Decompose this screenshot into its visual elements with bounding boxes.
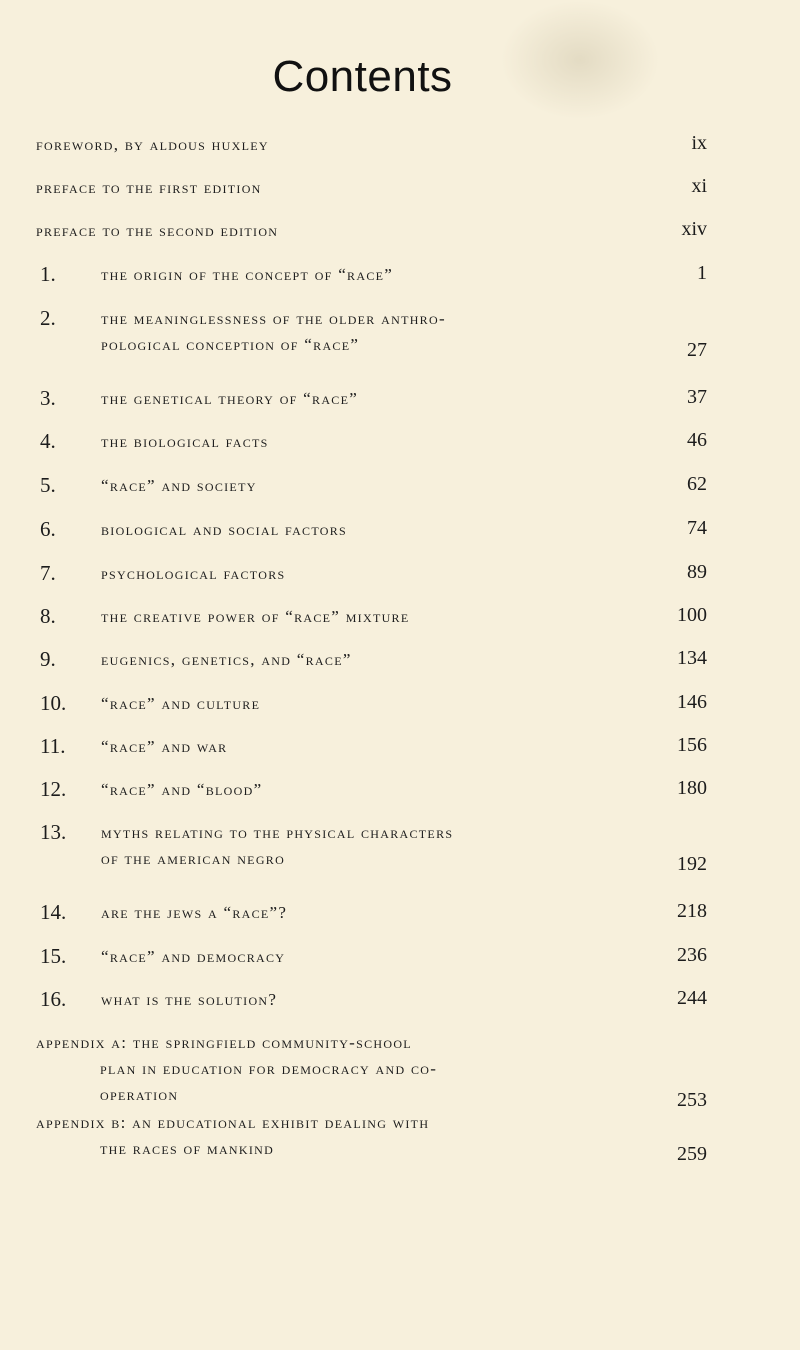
entry-title-line: preface to the second edition (36, 221, 279, 240)
page-number: 62 (687, 473, 707, 495)
chapter-number: 1. (40, 262, 56, 286)
entry-title-line: myths relating to the physical characters (101, 823, 454, 842)
chapter-number: 7. (40, 561, 56, 585)
chapter-number: 11. (40, 734, 66, 758)
chapter-number: 4. (40, 429, 56, 453)
entry-title-line: psychological factors (101, 564, 286, 583)
chapter-number: 5. (40, 473, 56, 497)
entry-title-line: the creative power of “race” mixture (101, 607, 410, 626)
entry-title-line: “race” and democracy (101, 947, 286, 966)
page-number: 146 (677, 691, 707, 713)
chapter-number: 8. (40, 604, 56, 628)
entry-title-line: operation (100, 1085, 179, 1104)
entry-title-line: the meaninglessness of the older anthro- (101, 309, 446, 328)
chapter-number: 6. (40, 517, 56, 541)
entry-title-line: “race” and society (101, 476, 257, 495)
page-number: 156 (677, 734, 707, 756)
entry-title-line: biological and social factors (101, 520, 348, 539)
page-number: 27 (687, 339, 707, 361)
page-number: 134 (677, 647, 707, 669)
page-title: Contents (272, 52, 453, 101)
entry-title-line: “race” and war (101, 737, 228, 756)
page-number: 46 (687, 429, 707, 451)
page-number: 244 (677, 987, 707, 1009)
entry-title-line: are the jews a “race”? (101, 903, 288, 922)
entry-title-line: plan in education for democracy and co- (100, 1059, 438, 1078)
page-number: xi (691, 175, 707, 197)
page-number: 192 (677, 853, 707, 875)
page-number: xiv (681, 218, 707, 240)
entry-title-line: “race” and “blood” (101, 780, 263, 799)
entry-title-line: the biological facts (101, 432, 269, 451)
page-number: 259 (677, 1143, 707, 1165)
page-number: ix (691, 132, 707, 154)
chapter-number: 3. (40, 386, 56, 410)
entry-title-line: the origin of the concept of “race” (101, 265, 394, 284)
page-number: 236 (677, 944, 707, 966)
page-number: 253 (677, 1089, 707, 1111)
chapter-number: 13. (40, 820, 67, 844)
page-number: 74 (687, 517, 707, 539)
entry-title-line: eugenics, genetics, and “race” (101, 650, 352, 669)
entry-title-line: the genetical theory of “race” (101, 389, 359, 408)
chapter-number: 14. (40, 900, 67, 924)
chapter-number: 12. (40, 777, 67, 801)
entry-title-line: “race” and culture (101, 694, 261, 713)
page-number: 180 (677, 777, 707, 799)
page-number: 218 (677, 900, 707, 922)
entry-title-line: what is the solution? (101, 990, 278, 1009)
page-number: 37 (687, 386, 707, 408)
chapter-number: 16. (40, 987, 67, 1011)
chapter-number: 10. (40, 691, 67, 715)
entry-title-line: appendix b: an educational exhibit dealing with (36, 1113, 430, 1132)
page-number: 89 (687, 561, 707, 583)
page-number: 100 (677, 604, 707, 626)
chapter-number: 15. (40, 944, 67, 968)
entry-title-line: preface to the first edition (36, 178, 262, 197)
entry-title-line: the races of mankind (100, 1139, 275, 1158)
entry-title-line: pological conception of “race” (101, 335, 360, 354)
chapter-number: 2. (40, 306, 56, 330)
entry-title-line: foreword, by aldous huxley (36, 135, 269, 154)
entry-title-line: of the american negro (101, 849, 286, 868)
page-number: 1 (697, 262, 707, 284)
entry-title-line: appendix a: the springfield community-school (36, 1033, 412, 1052)
chapter-number: 9. (40, 647, 56, 671)
